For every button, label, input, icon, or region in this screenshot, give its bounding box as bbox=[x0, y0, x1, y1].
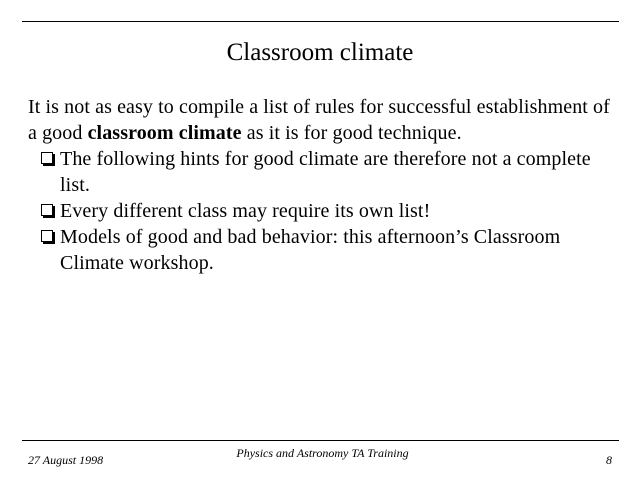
slide-title: Classroom climate bbox=[226, 39, 414, 66]
checkbox-bullet-icon bbox=[41, 204, 53, 216]
bullet-list bbox=[28, 146, 618, 276]
intro-emphasis: classroom climate bbox=[87, 122, 242, 144]
slide-body bbox=[28, 94, 618, 276]
bullet-item bbox=[40, 198, 618, 224]
checkbox-bullet-icon bbox=[41, 152, 53, 164]
top-divider bbox=[22, 21, 619, 22]
footer-page-number: 8 bbox=[606, 453, 612, 467]
bullet-text: The following hints for good climate are therefore not a complete list. bbox=[60, 148, 591, 196]
intro-paragraph bbox=[28, 94, 618, 146]
footer-date: 27 August 1998 bbox=[28, 453, 104, 467]
footer-course-title: Physics and Astronomy TA Training bbox=[236, 446, 409, 460]
checkbox-bullet-icon bbox=[41, 230, 53, 242]
bullet-text: Every different class may require its own list! bbox=[60, 200, 431, 222]
bottom-divider bbox=[22, 440, 619, 441]
bullet-text: Models of good and bad behavior: this afternoon’s Classroom Climate workshop. bbox=[60, 226, 561, 274]
bullet-item bbox=[40, 224, 618, 276]
intro-text-start: It is not as easy to compile a list of rules for successful establishment of a good bbox=[28, 96, 610, 144]
intro-text-end: as it is for good technique. bbox=[241, 122, 462, 144]
bullet-item bbox=[40, 146, 618, 198]
